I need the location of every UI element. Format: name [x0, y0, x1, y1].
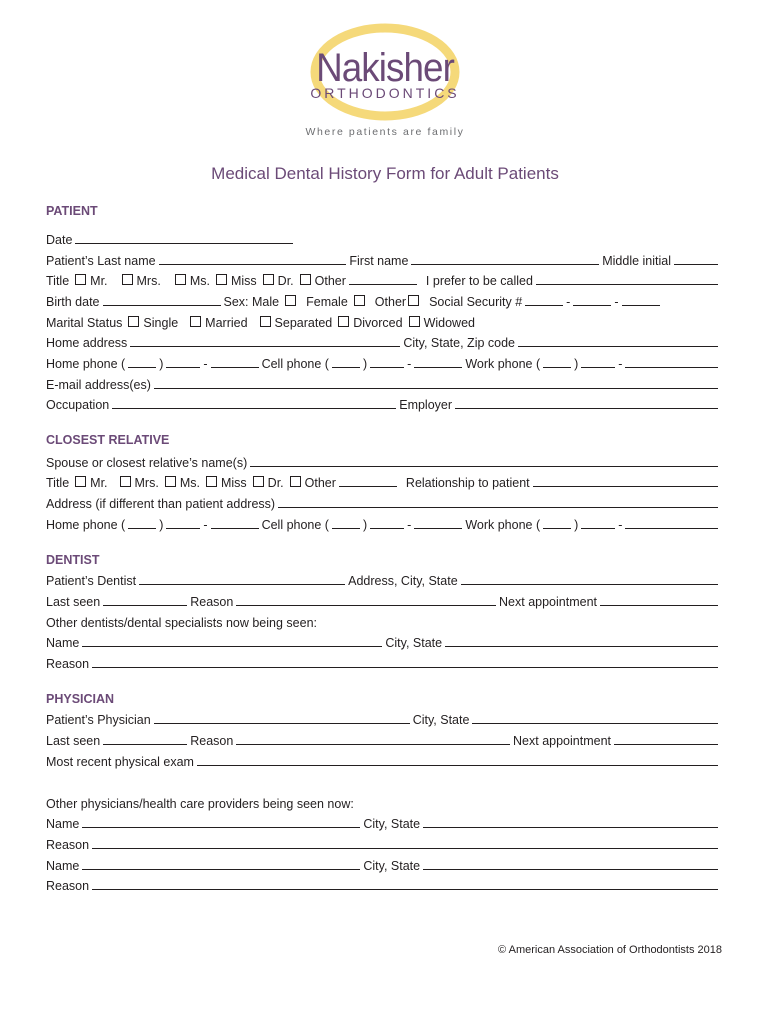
title-row [46, 271, 721, 291]
recent-exam-label: Most recent physical exam [46, 755, 194, 769]
ssn-part2[interactable] [573, 292, 611, 306]
employer-field[interactable] [455, 395, 718, 409]
home-area-field[interactable] [128, 354, 156, 368]
widowed-label: Widowed [423, 316, 475, 330]
title-miss-checkbox[interactable] [216, 274, 227, 285]
employer-label: Employer [399, 398, 453, 412]
preferred-name-field[interactable] [536, 271, 718, 285]
title-ms-checkbox[interactable] [175, 274, 186, 285]
separated-label: Separated [274, 316, 333, 330]
paren: ) [362, 518, 368, 532]
ssn-part1[interactable] [525, 292, 563, 306]
physician-row [46, 710, 721, 730]
birth-row [46, 292, 721, 312]
single-label: Single [143, 316, 179, 330]
work-area-field[interactable] [543, 354, 571, 368]
ms-label: Ms. [179, 476, 200, 490]
dash: - [614, 295, 619, 309]
cell-phone-label: Cell phone ( [261, 518, 329, 532]
physician-reason-field[interactable] [236, 731, 510, 745]
mrs-label: Mrs. [136, 274, 161, 288]
relative-address-label: Address (if different than patient address) [46, 497, 276, 511]
preferred-name-label: I prefer to be called [425, 274, 533, 288]
date-label: Date [46, 233, 73, 247]
logo-tagline: Where patients are family [305, 126, 465, 138]
email-field[interactable] [154, 375, 718, 389]
rel-work-prefix-field[interactable] [581, 515, 615, 529]
last-seen-label: Last seen [46, 734, 101, 748]
relative-address-row [46, 494, 721, 514]
middle-initial-field[interactable] [674, 251, 718, 265]
other-physician-2-reason-row [46, 876, 721, 896]
other-physician-2-city-field[interactable] [423, 856, 718, 870]
relative-ms-checkbox[interactable] [165, 476, 176, 487]
logo-subtitle: ORTHODONTICS [310, 85, 460, 101]
sex-other-label: Other [374, 295, 407, 309]
dentist-row [46, 571, 721, 591]
marital-row [46, 313, 721, 333]
dentist-last-seen-field[interactable] [103, 592, 187, 606]
physician-city-field[interactable] [472, 710, 718, 724]
other-dentist-name-field[interactable] [82, 633, 382, 647]
reason-label: Reason [46, 838, 90, 852]
dash: - [618, 357, 623, 371]
patient-phone-row [46, 354, 721, 374]
dash: - [407, 518, 412, 532]
work-phone-label: Work phone ( [465, 518, 541, 532]
rel-cell-prefix-field[interactable] [370, 515, 404, 529]
other-dentist-city-field[interactable] [445, 633, 718, 647]
rel-work-area-field[interactable] [543, 515, 571, 529]
sex-female-checkbox[interactable] [354, 295, 365, 306]
other-physicians-row [46, 794, 721, 814]
occupation-label: Occupation [46, 398, 110, 412]
dr-label: Dr. [277, 274, 294, 288]
dash: - [407, 357, 412, 371]
next-appointment-label: Next appointment [499, 595, 597, 609]
other-physician-2-name-field[interactable] [82, 856, 360, 870]
cell-area-field[interactable] [332, 354, 360, 368]
work-number-field[interactable] [625, 354, 718, 368]
home-phone-label: Home phone ( [46, 357, 126, 371]
sex-female-label: Female [306, 295, 348, 309]
relative-mrs-checkbox[interactable] [120, 476, 131, 487]
divorced-label: Divorced [353, 316, 403, 330]
other-physicians-label: Other physicians/health care providers being seen now: [46, 797, 354, 811]
home-address-row [46, 333, 721, 353]
relative-heading: CLOSEST RELATIVE [46, 433, 170, 447]
married-checkbox[interactable] [190, 316, 201, 327]
last-name-label: Patient’s Last name [46, 254, 156, 268]
first-name-label: First name [349, 254, 409, 268]
home-address-label: Home address [46, 336, 128, 350]
rel-work-number-field[interactable] [625, 515, 718, 529]
ms-label: Ms. [189, 274, 210, 288]
sex-male-label: Sex: Male [223, 295, 280, 309]
other-physician-1-reason-field[interactable] [92, 835, 718, 849]
relative-other-checkbox[interactable] [290, 476, 301, 487]
recent-exam-field[interactable] [197, 752, 718, 766]
dentist-next-appointment-field[interactable] [600, 592, 718, 606]
other-dentist-reason-field[interactable] [92, 654, 718, 668]
ssn-label: Social Security # [429, 295, 523, 309]
marital-label: Marital Status [46, 316, 123, 330]
relative-title-row [46, 473, 721, 493]
relative-mr-checkbox[interactable] [75, 476, 86, 487]
separated-checkbox[interactable] [260, 316, 271, 327]
spouse-field[interactable] [250, 453, 718, 467]
name-label: Name [46, 817, 80, 831]
logo [0, 0, 770, 145]
email-row [46, 375, 721, 395]
name-label: Name [46, 859, 80, 873]
patients-dentist-field[interactable] [139, 571, 345, 585]
dentist-reason-field[interactable] [236, 592, 496, 606]
title-mrs-checkbox[interactable] [122, 274, 133, 285]
reason-label: Reason [190, 595, 234, 609]
home-prefix-field[interactable] [166, 354, 200, 368]
relative-other-field[interactable] [339, 473, 397, 487]
city-state-label: City, State [385, 636, 443, 650]
mr-label: Mr. [90, 274, 108, 288]
other-physician-2-row [46, 856, 721, 876]
city-state-zip-label: City, State, Zip code [403, 336, 515, 350]
miss-label: Miss [230, 274, 257, 288]
first-name-field[interactable] [411, 251, 599, 265]
physician-heading: PHYSICIAN [46, 692, 115, 706]
birth-date-field[interactable] [103, 292, 221, 306]
other-physician-1-city-field[interactable] [423, 814, 718, 828]
dash: - [203, 518, 208, 532]
dash: - [566, 295, 571, 309]
relative-miss-checkbox[interactable] [206, 476, 217, 487]
physician-next-appointment-field[interactable] [614, 731, 718, 745]
work-phone-label: Work phone ( [465, 357, 541, 371]
cell-phone-label: Cell phone ( [261, 357, 329, 371]
other-physician-1-reason-row [46, 835, 721, 855]
divorced-checkbox[interactable] [338, 316, 349, 327]
widowed-checkbox[interactable] [409, 316, 420, 327]
work-prefix-field[interactable] [581, 354, 615, 368]
title-mr-checkbox[interactable] [75, 274, 86, 285]
sex-other-checkbox[interactable] [408, 295, 419, 306]
dentist-last-seen-row [46, 592, 721, 612]
title-label: Title [46, 274, 70, 288]
paren: ) [574, 518, 579, 532]
title-other-field[interactable] [349, 271, 417, 285]
dash: - [618, 518, 623, 532]
other-physician-1-name-field[interactable] [82, 814, 360, 828]
occupation-row [46, 395, 721, 415]
other-label: Other [304, 476, 336, 490]
rel-home-area-field[interactable] [128, 515, 156, 529]
rel-cell-area-field[interactable] [332, 515, 360, 529]
dentist-address-label: Address, City, State [348, 574, 458, 588]
middle-initial-label: Middle initial [602, 254, 672, 268]
dash: - [203, 357, 208, 371]
paren: ) [159, 357, 164, 371]
home-number-field[interactable] [211, 354, 259, 368]
recent-exam-row [46, 752, 721, 772]
patients-physician-label: Patient’s Physician [46, 713, 151, 727]
name-label: Name [46, 636, 80, 650]
city-state-zip-field[interactable] [518, 333, 718, 347]
mr-label: Mr. [90, 476, 108, 490]
married-label: Married [205, 316, 248, 330]
physician-last-seen-field[interactable] [103, 731, 187, 745]
paren: ) [574, 357, 579, 371]
rel-cell-number-field[interactable] [414, 515, 462, 529]
other-label: Other [314, 274, 346, 288]
relative-phone-row [46, 515, 721, 535]
patient-heading: PATIENT [46, 204, 98, 218]
email-label: E-mail address(es) [46, 378, 151, 392]
other-physician-1-row [46, 814, 721, 834]
relative-address-field[interactable] [278, 494, 718, 508]
occupation-field[interactable] [112, 395, 396, 409]
mrs-label: Mrs. [134, 476, 159, 490]
other-dentist-reason-row [46, 654, 721, 674]
logo-name: Nakisher [316, 46, 454, 90]
spouse-row [46, 453, 721, 473]
home-address-field[interactable] [130, 333, 400, 347]
cell-prefix-field[interactable] [370, 354, 404, 368]
reason-label: Reason [46, 879, 90, 893]
spouse-label: Spouse or closest relative’s name(s) [46, 456, 248, 470]
rel-home-prefix-field[interactable] [166, 515, 200, 529]
rel-home-number-field[interactable] [211, 515, 259, 529]
city-state-label: City, State [363, 817, 421, 831]
next-appointment-label: Next appointment [513, 734, 611, 748]
patients-dentist-label: Patient’s Dentist [46, 574, 137, 588]
miss-label: Miss [220, 476, 247, 490]
reason-label: Reason [190, 734, 234, 748]
title-other-checkbox[interactable] [300, 274, 311, 285]
birth-date-label: Birth date [46, 295, 100, 309]
relative-dr-checkbox[interactable] [253, 476, 264, 487]
dentist-heading: DENTIST [46, 553, 100, 567]
cell-number-field[interactable] [414, 354, 462, 368]
relationship-label: Relationship to patient [405, 476, 530, 490]
physician-last-seen-row [46, 731, 721, 751]
reason-label: Reason [46, 657, 90, 671]
form-title: Medical Dental History Form for Adult Patients [211, 164, 559, 183]
other-dentists-label: Other dentists/dental specialists now being seen: [46, 616, 317, 630]
paren: ) [159, 518, 164, 532]
relative-title-label: Title [46, 476, 70, 490]
city-state-label: City, State [363, 859, 421, 873]
other-physician-2-reason-field[interactable] [92, 876, 718, 890]
single-checkbox[interactable] [128, 316, 139, 327]
last-name-field[interactable] [159, 251, 347, 265]
patients-physician-field[interactable] [154, 710, 410, 724]
relationship-field[interactable] [533, 473, 718, 487]
sex-male-checkbox[interactable] [285, 295, 296, 306]
dentist-address-field[interactable] [461, 571, 718, 585]
name-row [46, 251, 721, 271]
city-state-label: City, State [412, 713, 470, 727]
date-field[interactable] [75, 230, 293, 244]
title-dr-checkbox[interactable] [263, 274, 274, 285]
dr-label: Dr. [267, 476, 284, 490]
other-dentists-row [46, 613, 721, 633]
date-row [46, 230, 721, 250]
ssn-part3[interactable] [622, 292, 660, 306]
paren: ) [362, 357, 368, 371]
copyright: © American Association of Orthodontists 2018 [498, 944, 722, 956]
other-dentist-name-row [46, 633, 721, 653]
home-phone-label: Home phone ( [46, 518, 126, 532]
last-seen-label: Last seen [46, 595, 101, 609]
